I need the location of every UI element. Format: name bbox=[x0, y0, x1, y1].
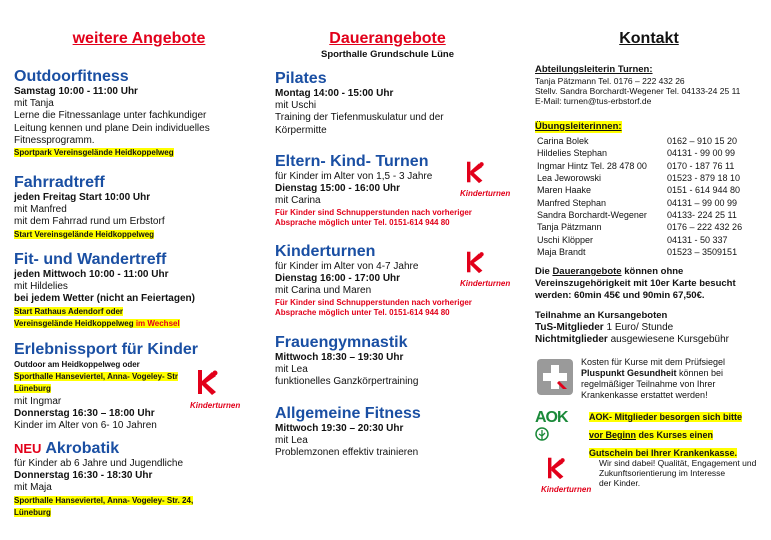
location: Lüneburg bbox=[14, 384, 51, 394]
text: Krankenkasse erstattet werden! bbox=[581, 390, 708, 400]
time: Samstag 10:00 - 11:00 Uhr bbox=[14, 86, 138, 97]
aok-logo bbox=[535, 409, 585, 431]
text: vor Beginn bbox=[589, 430, 637, 440]
text: regelmäßiger Teilnahme von Ihrer bbox=[581, 379, 716, 389]
heading-dauerangebote: Dauerangebote bbox=[329, 30, 446, 47]
section-outdoorfitness bbox=[14, 68, 210, 159]
trainer: mit Manfred bbox=[14, 204, 67, 216]
location: Sporthalle Hanseviertel, Anna- Vogeley- Str. 24, bbox=[14, 495, 194, 505]
price-line: werden: 60min 45€ und 90min 67,50€. bbox=[535, 290, 705, 301]
text: können ohne bbox=[621, 266, 684, 277]
time: Donnerstag 16:30 – 18:00 Uhr bbox=[14, 407, 155, 419]
trainer-name: Maja Brandt bbox=[537, 246, 586, 257]
trainer-phone: 04131 - 50 337 bbox=[667, 234, 728, 245]
trainer-phone: 04133- 224 25 11 bbox=[667, 209, 737, 220]
contact-line: Stellv. Sandra Borchardt-Wegener Tel. 04133-24 25 11 bbox=[535, 86, 741, 96]
trainer: mit Hildelies bbox=[14, 281, 68, 293]
description: Problemzonen effektiv trainieren bbox=[275, 447, 419, 459]
text: Gutschein bei Ihrer Krankenkasse. bbox=[589, 448, 738, 458]
text: können bei bbox=[676, 368, 724, 378]
trainer-name: Uschi Klöpper bbox=[537, 234, 594, 245]
location: Start Rathaus Adendorf oder bbox=[14, 306, 124, 316]
trainer: mit Tanja bbox=[14, 98, 54, 110]
trainer-name: Lea Jeworowski bbox=[537, 173, 602, 184]
description: Training der Tiefenmuskulatur und der bbox=[275, 112, 444, 124]
logo-text: Kinderturnen bbox=[460, 189, 511, 198]
trial-note: Absprache möglich unter Tel. 0151-614 944 80 bbox=[275, 217, 450, 227]
text: 1 Euro/ Stunde bbox=[603, 322, 674, 333]
trainer-row bbox=[535, 233, 744, 245]
text: Pluspunkt Gesundheit bbox=[581, 368, 677, 378]
section-kursangebote bbox=[535, 310, 729, 346]
trainer-name: Ingmar Hintz Tel. 28 478 00 bbox=[537, 160, 647, 171]
trainer: mit Carina und Maren bbox=[275, 285, 372, 297]
label-abteilungsleitung: Abteilungsleiterin Turnen: bbox=[535, 64, 653, 75]
description: Leitung kennen und plane Dein individuelles bbox=[14, 122, 210, 134]
kinderturnen-logo bbox=[460, 160, 510, 198]
time: Montag 14:00 - 15:00 Uhr bbox=[275, 88, 394, 99]
description: Körpermitte bbox=[275, 124, 327, 136]
text: Dauerangebote bbox=[552, 266, 622, 277]
pluspunkt-icon bbox=[537, 359, 573, 395]
location: Sportpark Vereinsgelände Heidkoppelweg bbox=[14, 148, 174, 158]
trainer-phone: 0162 – 910 15 20 bbox=[667, 136, 738, 147]
description: funktionelles Ganzkörpertraining bbox=[275, 376, 419, 388]
trial-note: Für Kinder sind Schnupperstunden nach vorheriger bbox=[275, 207, 472, 217]
title-eltern-kind-turnen: Eltern- Kind- Turnen bbox=[275, 153, 429, 170]
location-alternating: im Wechsel bbox=[133, 318, 180, 328]
logo-text: Kinderturnen bbox=[460, 279, 511, 288]
weather-note: bei jedem Wetter (nicht an Feiertagen) bbox=[14, 293, 195, 305]
time: Mittwoch 19:30 – 20:30 Uhr bbox=[275, 423, 404, 434]
text: des Kurses einen bbox=[636, 430, 714, 440]
contact-line: Tanja Pätzmann Tel. 0176 – 222 432 26 bbox=[535, 76, 685, 86]
kinderturnen-icon bbox=[190, 368, 220, 396]
time: Dienstag 15:00 - 16:00 Uhr bbox=[275, 183, 401, 195]
age: Kinder im Alter von 6- 10 Jahren bbox=[14, 420, 157, 432]
email-line: E-Mail: turnen@tus-erbstorf.de bbox=[535, 96, 652, 106]
kinderturnen-icon bbox=[541, 456, 567, 480]
section-abteilungsleitung bbox=[535, 64, 740, 106]
section-erlebnissport bbox=[14, 341, 198, 432]
logo-text: Kinderturnen bbox=[541, 485, 592, 494]
title-wandertreff: Fit- und Wandertreff bbox=[14, 251, 167, 268]
trainer-phone: 01523 - 879 18 10 bbox=[667, 173, 741, 184]
trainer-name: Carina Bolek bbox=[537, 136, 589, 147]
time: Dienstag 16:00 - 17:00 Uhr bbox=[275, 273, 401, 285]
description: Fitnessprogramm. bbox=[14, 134, 95, 146]
trainer-phone: 04131 - 99 00 99 bbox=[667, 148, 736, 159]
aok-logo-text: AOK bbox=[535, 409, 568, 426]
age: für Kinder im Alter von 4-7 Jahre bbox=[275, 261, 419, 272]
trainer-row bbox=[535, 172, 744, 184]
trainer-row bbox=[535, 160, 744, 172]
title-outdoorfitness: Outdoorfitness bbox=[14, 68, 129, 85]
age: für Kinder ab 6 Jahre und Jugendliche bbox=[14, 458, 184, 469]
trainer-name: Hildelies Stephan bbox=[537, 148, 608, 159]
heading-weitere-angebote: weitere Angebote bbox=[72, 30, 206, 47]
time: jeden Mittwoch 10:00 - 11:00 Uhr bbox=[14, 269, 169, 280]
trainer-row bbox=[535, 135, 744, 147]
trainer-phone: 0170 - 187 76 11 bbox=[667, 160, 735, 171]
section-akrobatik bbox=[14, 440, 193, 519]
trainer-row bbox=[535, 221, 744, 233]
section-dauerangebote-info bbox=[535, 266, 736, 302]
description: mit dem Fahrrad rund um Erbstorf bbox=[14, 216, 165, 228]
location: Vereinsgelände Heidkoppelweg bbox=[14, 318, 134, 328]
text: ausgewiesene Kursgebühr bbox=[607, 334, 729, 346]
location: Lüneburg bbox=[14, 507, 51, 517]
section-eltern-kind-turnen bbox=[275, 153, 472, 228]
title-allgemeine-fitness: Allgemeine Fitness bbox=[275, 405, 421, 422]
location-note: Outdoor am Heidkoppelweg oder bbox=[14, 360, 140, 369]
title-text: Akrobatik bbox=[45, 440, 120, 457]
trainer-name: Maren Haake bbox=[537, 185, 592, 196]
kinderturnen-logo bbox=[541, 456, 591, 494]
kinderturnen-logo bbox=[190, 368, 240, 410]
section-fahrradtreff bbox=[14, 174, 165, 241]
trainer: mit Carina bbox=[275, 195, 321, 207]
tree-icon bbox=[535, 427, 549, 443]
section-wandertreff bbox=[14, 251, 195, 330]
trainer-name: Sandra Borchardt-Wegener bbox=[537, 209, 647, 220]
trial-note: Für Kinder sind Schnupperstunden nach vorheriger bbox=[275, 297, 472, 307]
text: Zukunftsorientierung im Interesse bbox=[599, 468, 726, 478]
text: Kosten für Kurse mit dem Prüfsiegel bbox=[581, 357, 726, 367]
trainer: mit Lea bbox=[275, 435, 308, 447]
logo-text: Kinderturnen bbox=[190, 401, 241, 410]
time: jeden Freitag Start 10:00 Uhr bbox=[14, 192, 151, 203]
new-badge: NEU bbox=[14, 441, 42, 456]
trainer-row bbox=[535, 196, 744, 208]
location: Sporthalle Hanseviertel, Anna- Vogeley- Str bbox=[14, 372, 179, 382]
trainer-phone: 01523 – 3509151 bbox=[667, 246, 738, 257]
trainer-phone: 04131 – 99 00 99 bbox=[667, 197, 738, 208]
trainer-row bbox=[535, 209, 744, 221]
text: AOK- Mitglieder besorgen sich bitte bbox=[589, 412, 743, 422]
section-allgemeine-fitness bbox=[275, 405, 421, 460]
trainer: mit Ingmar bbox=[14, 395, 62, 407]
subheading-location: Sporthalle Grundschule Lüne bbox=[320, 49, 454, 60]
dauer-line bbox=[535, 266, 736, 278]
title-akrobatik bbox=[14, 440, 193, 458]
trainer-table bbox=[535, 135, 744, 258]
title-fahrradtreff: Fahrradtreff bbox=[14, 174, 105, 191]
trainer: mit Maja bbox=[14, 482, 52, 494]
section-frauengymnastik bbox=[275, 334, 418, 389]
trainer: mit Lea bbox=[275, 364, 308, 376]
time: Donnerstag 16:30 - 18:30 Uhr bbox=[14, 470, 153, 482]
kinderturnen-icon bbox=[460, 250, 486, 274]
time: Mittwoch 18:30 – 19:30 Uhr bbox=[275, 352, 404, 363]
title-frauengymnastik: Frauengymnastik bbox=[275, 334, 408, 351]
text: Wir sind dabei! Qualität, Engagement und bbox=[599, 458, 757, 468]
section-pilates bbox=[275, 70, 444, 137]
trainer-row bbox=[535, 246, 744, 258]
label-uebungsleiterinnen: Übungsleiterinnen: bbox=[535, 121, 622, 132]
trainer-phone: 0176 – 222 432 26 bbox=[667, 222, 743, 233]
text: Nichtmitglieder bbox=[535, 334, 608, 346]
trainer: mit Uschi bbox=[275, 100, 317, 112]
trainer-phone: 0151 - 614 944 80 bbox=[667, 185, 741, 196]
trainer-row bbox=[535, 147, 744, 159]
dauer-line: Vereinszugehörigkeit mit 10er Karte besucht bbox=[535, 278, 736, 289]
title-kinderturnen: Kinderturnen bbox=[275, 243, 376, 260]
trainer-name: Manfred Stephan bbox=[537, 197, 607, 208]
location: Start Vereinsgelände Heidkoppelweg bbox=[14, 229, 155, 239]
title-pilates: Pilates bbox=[275, 70, 327, 87]
text: TuS-Mitglieder bbox=[535, 322, 604, 333]
section-kinderturnen bbox=[275, 243, 472, 318]
trainer-name: Tanja Pätzmann bbox=[537, 222, 602, 233]
description: Lerne die Fitnessanlage unter fachkundiger bbox=[14, 110, 207, 122]
section-uebungsleiterinnen bbox=[535, 116, 744, 258]
title-erlebnissport: Erlebnissport für Kinder bbox=[14, 341, 199, 358]
kurs-line: Teilnahme an Kursangeboten bbox=[535, 310, 668, 321]
trainer-row bbox=[535, 184, 744, 196]
trial-note: Absprache möglich unter Tel. 0151-614 944 80 bbox=[275, 307, 450, 317]
kinderturnen-icon bbox=[460, 160, 486, 184]
text: der Kinder. bbox=[599, 478, 641, 488]
text: Die bbox=[535, 266, 553, 277]
heading-kontakt: Kontakt bbox=[619, 30, 679, 47]
age: für Kinder im Alter von 1,5 - 3 Jahre bbox=[275, 171, 433, 182]
kinderturnen-logo bbox=[460, 250, 510, 288]
